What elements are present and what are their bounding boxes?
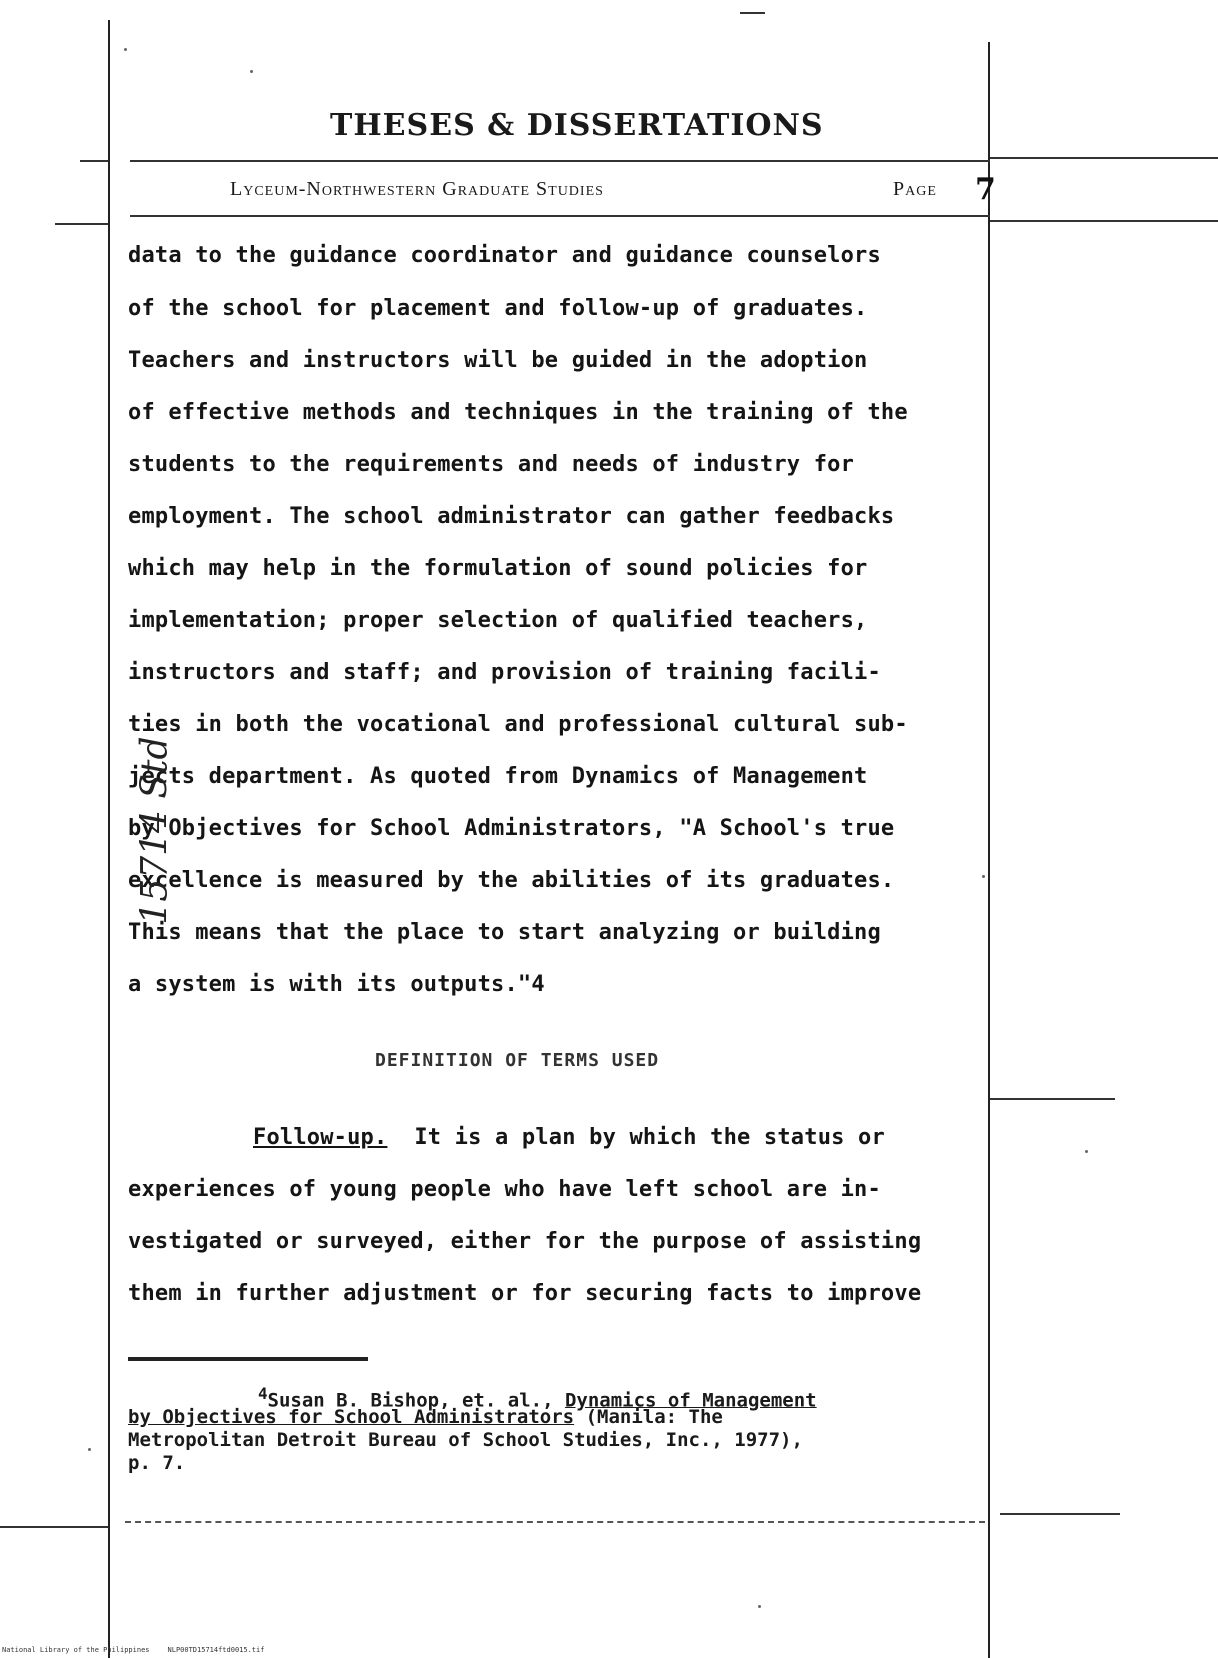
- definition-line: them in further adjustment or for securing facts to improve: [128, 1281, 922, 1306]
- definition-line: vestigated or surveyed, either for the purpose of assisting: [128, 1229, 922, 1254]
- right-edge-mark-4: [1000, 1513, 1120, 1515]
- header-rule-top: [130, 160, 990, 162]
- definition-line: It is a plan by which the status or: [414, 1125, 885, 1150]
- paragraph-line: a system is with its outputs."4: [128, 972, 545, 997]
- paragraph-line: of effective methods and techniques in the training of the: [128, 400, 908, 425]
- definition-line: experiences of young people who have left school are in-: [128, 1177, 881, 1202]
- footnote-line-4: p. 7.: [128, 1452, 186, 1474]
- right-margin-line: [988, 42, 990, 1658]
- library-name: National Library of the Philippines: [2, 1646, 150, 1654]
- definition-term: Follow-up.: [253, 1125, 388, 1150]
- paragraph-line: ties in both the vocational and professional cultural sub-: [128, 712, 908, 737]
- paragraph-line: This means that the place to start analyzing or building: [128, 920, 881, 945]
- left-edge-mark-2: [55, 223, 108, 225]
- left-margin-line: [108, 20, 110, 1658]
- left-edge-mark-3: [0, 1526, 108, 1528]
- scan-speck: [124, 48, 127, 51]
- scan-caption: [2, 1646, 282, 1654]
- paragraph-line: implementation; proper selection of qualified teachers,: [128, 608, 868, 633]
- paragraph-line: students to the requirements and needs of industry for: [128, 452, 855, 477]
- footnote-marker: 4: [258, 1384, 268, 1403]
- right-edge-mark-1: [990, 157, 1218, 159]
- footnote-line-2: [128, 1406, 723, 1428]
- right-edge-mark-3: [990, 1098, 1115, 1100]
- top-scan-mark: [740, 12, 765, 14]
- footnote-title-continued: by Objectives for School Administrators: [128, 1406, 575, 1428]
- paragraph-line: which may help in the formulation of sound policies for: [128, 556, 868, 581]
- page-label: Page: [893, 178, 937, 200]
- scan-speck: [250, 70, 253, 73]
- header-rule-bottom: [130, 215, 990, 217]
- left-edge-mark-1: [80, 160, 108, 162]
- scan-speck: [88, 1448, 91, 1451]
- footnote-author: Susan B. Bishop, et. al.,: [267, 1389, 554, 1412]
- footnote-line-3: Metropolitan Detroit Bureau of School Studies, Inc., 1977),: [128, 1429, 803, 1451]
- footnote-title: Dynamics of Management: [564, 1389, 817, 1412]
- right-edge-mark-2: [990, 220, 1218, 222]
- footnote-publication: (Manila: The: [585, 1406, 723, 1428]
- paragraph-line: excellence is measured by the abilities of its graduates.: [128, 868, 895, 893]
- scan-file-name: NLP00TD15714ftd0015.tif: [167, 1646, 265, 1654]
- handwritten-accession-number: 15714 Std: [134, 736, 176, 925]
- footnote-separator: [128, 1357, 368, 1361]
- page-number: 7: [975, 172, 996, 207]
- scan-speck: [1085, 1150, 1088, 1153]
- paragraph-line: of the school for placement and follow-up of graduates.: [128, 296, 868, 321]
- paragraph-line: data to the guidance coordinator and guidance counselors: [128, 243, 881, 268]
- institution-name: Lyceum-Northwestern Graduate Studies: [230, 178, 604, 200]
- scan-speck: [758, 1605, 761, 1608]
- paragraph-line: by Objectives for School Administrators, "A School's true: [128, 816, 895, 841]
- paragraph-line: Teachers and instructors will be guided in the adoption: [128, 348, 868, 373]
- bottom-dashed-rule: [125, 1521, 985, 1523]
- definition-first-line: [253, 1125, 1153, 1150]
- paragraph-line: employment. The school administrator can gather feedbacks: [128, 504, 895, 529]
- paragraph-line: jects department. As quoted from Dynamics of Management: [128, 764, 868, 789]
- paragraph-line: instructors and staff; and provision of training facili-: [128, 660, 881, 685]
- document-header-title: THESES & DISSERTATIONS: [330, 108, 824, 143]
- section-heading: DEFINITION OF TERMS USED: [375, 1050, 660, 1071]
